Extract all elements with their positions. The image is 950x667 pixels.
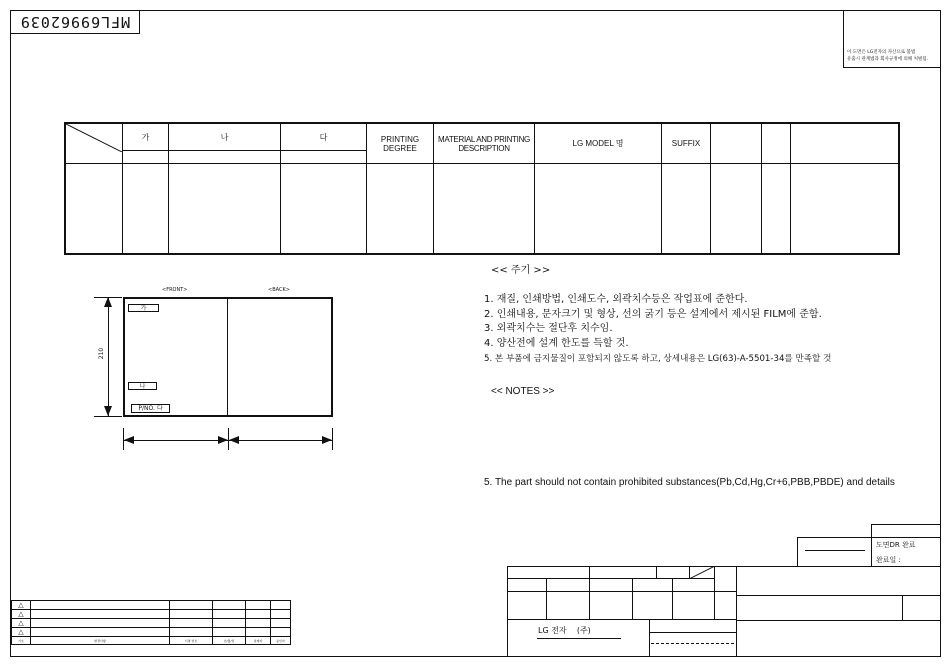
tb-col-line (546, 579, 547, 619)
tb-row-line (736, 620, 941, 621)
revision-symbol: △ (12, 610, 31, 619)
front-label: <FRONT> (162, 287, 188, 293)
diagonal-line-icon (689, 566, 715, 579)
revision-table (11, 600, 291, 645)
body-cell (791, 164, 900, 254)
sub-na (169, 151, 281, 164)
tb-col-line (736, 566, 737, 657)
tb-col-line (672, 579, 673, 619)
area-da-box: P/NO. 다 (131, 404, 170, 413)
arrow-down-icon (104, 406, 112, 416)
body-cell (535, 164, 662, 254)
notes-en-title: << NOTES >> (491, 386, 555, 397)
body-cell (762, 164, 791, 254)
note-kr-1: 1. 재질, 인쇄방법, 인쇄도수, 외곽치수등은 작업표에 준한다. (484, 294, 748, 305)
company-underline (537, 638, 621, 639)
back-label: <BACK> (268, 287, 290, 293)
company-name: LG 전자 (주) (538, 626, 591, 635)
rev-footer-designer: 설계자 (246, 637, 271, 645)
notes-kr-title: << 주기 >> (491, 265, 551, 276)
dim-ext-bottom (94, 416, 122, 417)
rev-footer-change: 변경사항 (31, 637, 170, 645)
sub-ga (123, 151, 169, 164)
spec-corner-cell (65, 123, 123, 164)
tb-col-line (589, 566, 590, 619)
notice-line-1: 이 도면은 LG전자의 자산으로 불법 (847, 50, 916, 55)
body-cell (367, 164, 434, 254)
tb-col-line (649, 619, 650, 657)
rev-footer-symbol: 기호 (12, 637, 31, 645)
tb-col-line (632, 579, 633, 619)
revision-symbol: △ (12, 619, 31, 628)
body-cell (434, 164, 535, 254)
height-dimension: 210 (98, 347, 106, 360)
col-blank-1 (711, 123, 762, 164)
rev-footer-approver: 승인자 (271, 637, 291, 645)
note-kr-2: 2. 인쇄내용, 문자크기 및 형상, 선의 굵기 등은 설계에서 제시된 FILM에 준함. (484, 309, 822, 320)
tb-col-line (902, 595, 903, 620)
approval-status: 도면DR 완료 (876, 541, 916, 549)
document-number: MFL69962039 (10, 10, 140, 34)
area-ga-box: 가 (128, 304, 159, 312)
approval-block (797, 537, 941, 567)
col-lg-model: LG MODEL 명 (535, 123, 662, 164)
note-kr-5: 5. 본 부품에 금지물질이 포함되지 않도록 하고, 상세내용은 LG(63)-A-5501-34를 만족할 것 (484, 354, 832, 364)
sub-da (281, 151, 367, 164)
tb-row-line (507, 591, 736, 592)
col-printing-degree: PRINTING DEGREE (367, 123, 434, 164)
rev-footer-date: 년/월/일 (213, 637, 246, 645)
note-en-5: 5. The part should not contain prohibited substances(Pb,Cd,Hg,Cr+6,PBB,PBDE) and details (484, 477, 895, 488)
fold-line (227, 298, 228, 416)
body-cell (281, 164, 367, 254)
label-outline (123, 297, 333, 417)
col-na: 나 (169, 123, 281, 151)
approval-date: 완료일 : (876, 556, 901, 564)
col-material-description: MATERIAL AND PRINTING DESCRIPTION (434, 123, 535, 164)
arrow-left-icon (124, 436, 134, 444)
diagonal-line-icon (66, 124, 122, 152)
dim-line-horizontal (124, 440, 332, 441)
confidentiality-notice (843, 10, 941, 68)
approval-sign-line (805, 550, 865, 551)
dim-line-vertical (108, 298, 109, 416)
approval-divider (871, 524, 872, 567)
rev-footer-sign: 서명 번호 (170, 637, 213, 645)
body-cell (662, 164, 711, 254)
tb-row-line (507, 619, 736, 620)
body-cell (711, 164, 762, 254)
body-cell (123, 164, 169, 254)
approval-top (871, 524, 941, 525)
body-cell (65, 164, 123, 254)
tb-row-line (736, 595, 941, 596)
note-kr-4: 4. 양산전에 설계 한도를 득할 것. (484, 338, 629, 349)
arrow-left-icon (229, 436, 239, 444)
revision-symbol: △ (12, 628, 31, 637)
area-na-box: 나 (128, 382, 157, 390)
arrow-up-icon (104, 297, 112, 307)
note-kr-3: 3. 외곽치수는 절단후 치수임. (484, 323, 613, 334)
tb-row-line (649, 632, 736, 633)
dim-ext-right (332, 428, 333, 450)
arrow-right-icon (218, 436, 228, 444)
col-blank-2 (762, 123, 791, 164)
col-suffix: SUFFIX (662, 123, 711, 164)
dashed-line (651, 643, 734, 644)
col-ga: 가 (123, 123, 169, 151)
arrow-right-icon (322, 436, 332, 444)
tb-col-line (656, 566, 657, 579)
col-da: 다 (281, 123, 367, 151)
notice-line-2: 유출시 관계법과 회사규정에 의해 처벌됨. (847, 57, 929, 62)
col-blank-3 (791, 123, 900, 164)
spec-table (64, 122, 900, 255)
body-cell (169, 164, 281, 254)
revision-symbol: △ (12, 601, 31, 610)
tb-row-line (507, 578, 714, 579)
